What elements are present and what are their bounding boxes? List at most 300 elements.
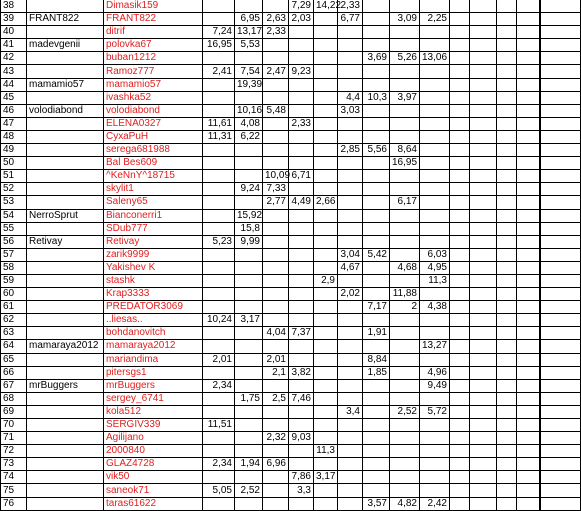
table-row <box>1 91 581 104</box>
table-row <box>1 274 581 287</box>
score-cell: 5,26 <box>390 52 420 65</box>
score-cell <box>363 340 390 353</box>
score-cell <box>541 248 581 261</box>
table-row <box>1 130 581 143</box>
table-row <box>1 432 581 445</box>
score-cell <box>420 327 450 340</box>
score-cell <box>541 392 581 405</box>
score-cell <box>363 314 390 327</box>
name-cell <box>27 288 104 301</box>
score-cell <box>517 248 540 261</box>
score-cell <box>390 314 420 327</box>
score-cell: 10,24 <box>203 314 235 327</box>
score-cell <box>235 261 263 274</box>
position-cell: 53 <box>1 196 27 209</box>
score-cell <box>497 458 517 471</box>
score-cell <box>235 52 263 65</box>
score-cell <box>289 301 314 314</box>
score-cell: 3,57 <box>363 497 390 510</box>
score-cell: 4,68 <box>390 261 420 274</box>
table-row <box>1 170 581 183</box>
nickname-cell: Bal Bes609 <box>104 157 203 170</box>
score-cell <box>314 39 338 52</box>
score-cell: 11,31 <box>203 130 235 143</box>
score-cell <box>363 13 390 26</box>
score-cell <box>338 445 363 458</box>
score-cell <box>470 261 497 274</box>
score-cell <box>338 170 363 183</box>
score-cell <box>517 26 540 39</box>
score-cell: 10,09 <box>263 170 289 183</box>
nickname-cell: mrBuggers <box>104 379 203 392</box>
score-cell <box>497 52 517 65</box>
score-cell: 11,3 <box>420 274 450 287</box>
score-cell: 10,3 <box>363 91 390 104</box>
position-cell: 51 <box>1 170 27 183</box>
score-cell <box>263 130 289 143</box>
nickname-cell: GLAZ4728 <box>104 458 203 471</box>
score-cell <box>420 432 450 445</box>
score-cell <box>497 65 517 78</box>
name-cell <box>27 471 104 484</box>
score-cell <box>390 458 420 471</box>
score-cell <box>263 379 289 392</box>
score-cell: 3,17 <box>314 471 338 484</box>
score-cell <box>470 39 497 52</box>
name-cell <box>27 52 104 65</box>
score-cell <box>390 183 420 196</box>
table-row <box>1 471 581 484</box>
score-cell <box>541 353 581 366</box>
score-cell: 7,33 <box>263 183 289 196</box>
name-cell: mamaraya2012 <box>27 340 104 353</box>
table-row <box>1 458 581 471</box>
score-cell <box>517 144 540 157</box>
nickname-cell: Bianconerri1 <box>104 209 203 222</box>
score-cell <box>263 0 289 13</box>
score-cell <box>203 405 235 418</box>
position-cell: 75 <box>1 484 27 497</box>
score-cell <box>541 471 581 484</box>
score-cell <box>420 91 450 104</box>
score-cell <box>541 65 581 78</box>
score-cell <box>517 170 540 183</box>
score-cell <box>203 157 235 170</box>
score-cell <box>235 170 263 183</box>
score-cell <box>390 327 420 340</box>
score-cell <box>470 471 497 484</box>
score-cell: 4,67 <box>338 261 363 274</box>
score-cell: 14,22 <box>314 0 338 13</box>
score-cell <box>470 484 497 497</box>
score-cell <box>497 301 517 314</box>
score-cell: 8,64 <box>390 144 420 157</box>
score-cell <box>390 235 420 248</box>
score-cell <box>390 392 420 405</box>
score-cell: 2,33 <box>289 117 314 130</box>
score-cell <box>235 248 263 261</box>
score-cell <box>314 484 338 497</box>
score-cell: 16,95 <box>203 39 235 52</box>
score-cell: 4,38 <box>420 301 450 314</box>
score-cell: 9,99 <box>235 235 263 248</box>
score-cell: 3,82 <box>289 366 314 379</box>
score-cell <box>450 117 470 130</box>
score-cell <box>263 157 289 170</box>
score-cell <box>390 432 420 445</box>
score-cell: 15,92 <box>235 209 263 222</box>
score-cell <box>420 78 450 91</box>
score-cell <box>470 144 497 157</box>
score-cell <box>203 301 235 314</box>
table-row <box>1 419 581 432</box>
score-cell <box>263 497 289 510</box>
nickname-cell: Ramoz777 <box>104 65 203 78</box>
score-cell <box>470 222 497 235</box>
score-cell <box>289 458 314 471</box>
score-cell: 6,17 <box>390 196 420 209</box>
score-cell <box>470 366 497 379</box>
score-cell: 2,01 <box>203 353 235 366</box>
position-cell: 59 <box>1 274 27 287</box>
score-cell <box>390 366 420 379</box>
score-cell <box>470 183 497 196</box>
score-cell <box>450 484 470 497</box>
score-cell <box>289 78 314 91</box>
nickname-cell: sergey_6741 <box>104 392 203 405</box>
score-cell <box>497 392 517 405</box>
score-cell <box>289 288 314 301</box>
score-cell <box>314 314 338 327</box>
score-cell <box>363 432 390 445</box>
nickname-cell: skylit1 <box>104 183 203 196</box>
nickname-cell: pitersgs1 <box>104 366 203 379</box>
score-cell <box>517 274 540 287</box>
score-cell <box>541 117 581 130</box>
score-cell <box>289 497 314 510</box>
table-row <box>1 157 581 170</box>
score-cell <box>541 91 581 104</box>
score-cell <box>263 117 289 130</box>
score-cell <box>497 196 517 209</box>
score-cell <box>338 301 363 314</box>
score-cell: 5,48 <box>263 104 289 117</box>
score-cell <box>420 26 450 39</box>
score-cell <box>497 314 517 327</box>
score-cell <box>517 405 540 418</box>
score-cell <box>541 13 581 26</box>
score-cell <box>235 471 263 484</box>
score-cell <box>338 392 363 405</box>
score-cell <box>203 91 235 104</box>
score-cell <box>450 274 470 287</box>
score-cell: 9,24 <box>235 183 263 196</box>
score-cell: 3,69 <box>363 52 390 65</box>
score-cell <box>541 288 581 301</box>
score-cell <box>289 209 314 222</box>
score-cell <box>541 52 581 65</box>
score-cell <box>420 222 450 235</box>
name-cell <box>27 183 104 196</box>
nickname-cell: kola512 <box>104 405 203 418</box>
score-cell <box>338 314 363 327</box>
score-cell <box>420 209 450 222</box>
score-cell <box>450 183 470 196</box>
score-cell <box>289 157 314 170</box>
score-cell <box>470 405 497 418</box>
score-cell <box>541 222 581 235</box>
score-cell <box>203 170 235 183</box>
score-cell <box>289 379 314 392</box>
score-cell <box>390 471 420 484</box>
score-cell <box>363 183 390 196</box>
score-cell <box>363 484 390 497</box>
score-cell <box>517 117 540 130</box>
score-cell <box>314 222 338 235</box>
score-cell <box>450 196 470 209</box>
score-cell <box>517 497 540 510</box>
name-cell <box>27 0 104 13</box>
score-cell <box>390 445 420 458</box>
score-cell <box>363 379 390 392</box>
score-cell <box>517 104 540 117</box>
score-cell <box>263 52 289 65</box>
score-cell <box>470 235 497 248</box>
nickname-cell: taras61622 <box>104 497 203 510</box>
score-cell <box>517 340 540 353</box>
position-cell: 43 <box>1 65 27 78</box>
score-cell <box>497 366 517 379</box>
score-cell <box>450 130 470 143</box>
score-cell <box>497 157 517 170</box>
position-cell: 52 <box>1 183 27 196</box>
position-cell: 40 <box>1 26 27 39</box>
score-cell <box>497 26 517 39</box>
score-cell <box>470 353 497 366</box>
score-cell <box>263 222 289 235</box>
score-cell <box>338 26 363 39</box>
score-cell: 13,17 <box>235 26 263 39</box>
score-cell <box>314 170 338 183</box>
score-cell <box>541 314 581 327</box>
score-cell <box>517 235 540 248</box>
score-cell <box>497 445 517 458</box>
name-cell <box>27 157 104 170</box>
score-cell <box>363 209 390 222</box>
score-cell: 6,77 <box>338 13 363 26</box>
score-cell <box>470 327 497 340</box>
score-cell <box>497 13 517 26</box>
score-cell <box>235 91 263 104</box>
score-cell: 2,34 <box>203 379 235 392</box>
name-cell <box>27 432 104 445</box>
score-cell <box>390 274 420 287</box>
score-cell <box>235 157 263 170</box>
position-cell: 72 <box>1 445 27 458</box>
score-cell <box>338 366 363 379</box>
score-cell <box>338 183 363 196</box>
score-cell <box>314 144 338 157</box>
name-cell <box>27 274 104 287</box>
score-cell <box>235 0 263 13</box>
score-cell: 5,23 <box>203 235 235 248</box>
score-cell <box>470 301 497 314</box>
table-row <box>1 209 581 222</box>
score-cell <box>363 235 390 248</box>
score-cell <box>314 301 338 314</box>
position-cell: 76 <box>1 497 27 510</box>
position-cell: 38 <box>1 0 27 13</box>
score-cell <box>390 222 420 235</box>
score-cell <box>497 222 517 235</box>
score-cell <box>497 340 517 353</box>
score-cell: 2,47 <box>263 65 289 78</box>
score-cell <box>235 366 263 379</box>
score-cell <box>390 117 420 130</box>
nickname-cell: polovka67 <box>104 39 203 52</box>
score-cell <box>497 235 517 248</box>
nickname-cell: Dimasik159 <box>104 0 203 13</box>
score-cell <box>420 157 450 170</box>
score-cell <box>363 130 390 143</box>
name-cell: mrBuggers <box>27 379 104 392</box>
name-cell <box>27 353 104 366</box>
score-cell <box>450 405 470 418</box>
score-cell <box>497 104 517 117</box>
score-cell <box>470 314 497 327</box>
score-cell: 2,52 <box>390 405 420 418</box>
name-cell <box>27 301 104 314</box>
score-cell <box>314 379 338 392</box>
nickname-cell: volodiabond <box>104 104 203 117</box>
score-cell <box>390 65 420 78</box>
score-cell <box>541 274 581 287</box>
score-cell <box>541 130 581 143</box>
score-cell <box>314 117 338 130</box>
score-cell <box>470 392 497 405</box>
score-cell <box>450 458 470 471</box>
name-cell <box>27 327 104 340</box>
score-cell <box>363 65 390 78</box>
score-cell <box>470 13 497 26</box>
score-cell <box>450 445 470 458</box>
score-cell <box>314 78 338 91</box>
score-cell <box>263 314 289 327</box>
score-cell: 5,72 <box>420 405 450 418</box>
name-cell <box>27 458 104 471</box>
score-cell <box>517 366 540 379</box>
table-row <box>1 392 581 405</box>
score-cell <box>517 78 540 91</box>
nickname-cell: bohdanovitch <box>104 327 203 340</box>
table-row <box>1 144 581 157</box>
score-cell <box>289 52 314 65</box>
score-cell <box>203 0 235 13</box>
score-cell <box>338 157 363 170</box>
score-cell <box>235 340 263 353</box>
score-cell <box>203 222 235 235</box>
score-cell <box>541 458 581 471</box>
table-row <box>1 497 581 510</box>
score-cell <box>203 183 235 196</box>
score-cell: 7,86 <box>289 471 314 484</box>
score-cell <box>497 248 517 261</box>
score-cell <box>338 274 363 287</box>
position-cell: 64 <box>1 340 27 353</box>
score-cell <box>450 209 470 222</box>
score-cell <box>363 274 390 287</box>
name-cell <box>27 117 104 130</box>
score-cell <box>289 405 314 418</box>
score-cell <box>420 458 450 471</box>
score-cell <box>470 117 497 130</box>
score-cell: 2,25 <box>420 13 450 26</box>
score-cell: 4,08 <box>235 117 263 130</box>
score-cell <box>450 78 470 91</box>
score-cell: 7,17 <box>363 301 390 314</box>
name-cell: volodiabond <box>27 104 104 117</box>
score-cell <box>497 117 517 130</box>
position-cell: 55 <box>1 222 27 235</box>
score-cell: 11,51 <box>203 419 235 432</box>
score-cell <box>497 91 517 104</box>
score-cell <box>338 432 363 445</box>
score-cell <box>517 471 540 484</box>
score-cell <box>541 209 581 222</box>
name-cell <box>27 222 104 235</box>
score-cell: 2,03 <box>289 13 314 26</box>
position-cell: 62 <box>1 314 27 327</box>
score-cell <box>363 419 390 432</box>
score-cell: 2,63 <box>263 13 289 26</box>
score-cell <box>289 314 314 327</box>
table-row <box>1 13 581 26</box>
score-cell <box>203 209 235 222</box>
score-cell <box>363 26 390 39</box>
score-cell <box>517 91 540 104</box>
table-row <box>1 379 581 392</box>
score-cell <box>517 65 540 78</box>
score-cell <box>497 39 517 52</box>
score-cell <box>289 222 314 235</box>
score-cell <box>497 144 517 157</box>
score-cell <box>541 484 581 497</box>
position-cell: 45 <box>1 91 27 104</box>
score-cell <box>314 288 338 301</box>
score-cell <box>235 445 263 458</box>
score-cell: 2,34 <box>203 458 235 471</box>
score-cell <box>203 288 235 301</box>
score-cell <box>450 170 470 183</box>
nickname-cell: vik50 <box>104 471 203 484</box>
score-cell <box>289 445 314 458</box>
score-cell: 4,49 <box>289 196 314 209</box>
score-cell <box>450 419 470 432</box>
score-cell <box>541 144 581 157</box>
score-cell <box>517 157 540 170</box>
score-cell <box>314 52 338 65</box>
score-cell <box>203 104 235 117</box>
score-cell <box>470 65 497 78</box>
score-cell <box>338 471 363 484</box>
score-cell <box>450 301 470 314</box>
score-cell: 15,8 <box>235 222 263 235</box>
score-cell <box>450 144 470 157</box>
nickname-cell: ivashka52 <box>104 91 203 104</box>
score-cell <box>541 366 581 379</box>
score-cell <box>517 314 540 327</box>
score-cell <box>450 366 470 379</box>
